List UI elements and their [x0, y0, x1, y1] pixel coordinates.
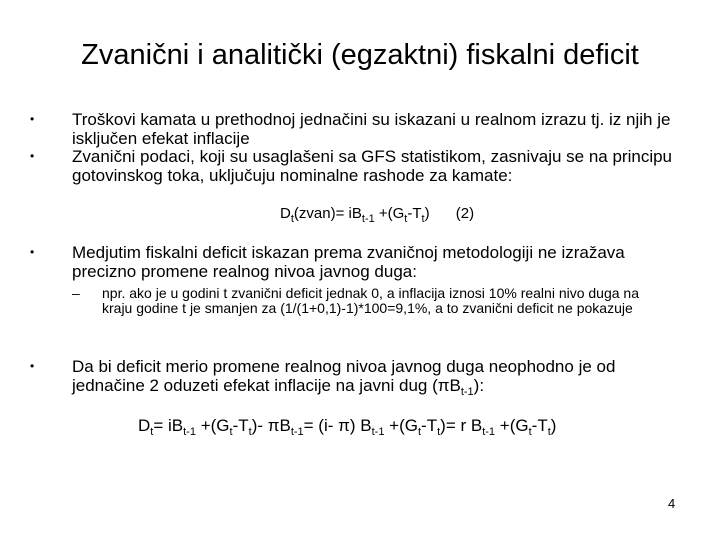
- bullet-mark: •: [30, 245, 35, 259]
- formula-official-deficit: $D_t(zvan)= iB_{t-1} +(G_t-T_t)$ (2): [280, 205, 475, 225]
- slide-title: Zvanični i analitički (egzaktni) fiskalni deficit: [81, 39, 639, 71]
- bullet-mark: •: [30, 149, 35, 163]
- bullet-item: [30, 110, 680, 148]
- bullet-item: [30, 357, 680, 398]
- bullet-text: Zvanični podaci, koji su usaglašeni sa GFS statistikom, zasnivaju se na principu gotovinskog toka, uključuju nominalne rashode za kamate:: [72, 147, 673, 185]
- equation-number: (2): [455, 205, 475, 222]
- sub-bullet-item: [72, 286, 672, 316]
- page-number: 4: [668, 496, 676, 511]
- bullet-mark: •: [30, 359, 35, 373]
- bullet-text: Troškovi kamata u prethodnoj jednačini su iskazani u realnom izrazu tj. iz njih je isključen efekat inflacije: [72, 110, 671, 148]
- bullet-item: [30, 243, 680, 281]
- dash-mark: –: [72, 285, 80, 301]
- bullet-item: [30, 147, 680, 185]
- bullet-mark: •: [30, 112, 35, 126]
- formula-real-deficit: $D_t= iB_{t-1} +(G_t-T_t)-$ $\pi B_{t-1}= (i-$ π) $B_{t-1} +(G_t-T_t)= r$ $B_{t-1} +(G_t-T_t)$: [138, 416, 557, 438]
- bullet-text: Da bi deficit merio promene realnog nivoa javnog duga neophodno je od jednačine 2 oduzeti efekat inflacije na javni dug $(\pi B_{t-1})$:: [72, 357, 616, 398]
- sub-bullet-text: npr. ako je u godini t zvanični deficit jednak 0, a inflacija iznosi 10% realni nivo duga na kraju godine t je smanjen za (1/(1+0,1)-1)*100=9,1%, a to zvanični deficit ne pokazuje: [102, 285, 639, 316]
- bullet-text: Medjutim fiskalni deficit iskazan prema zvaničnoj metodologiji ne izražava precizno promene realnog nivoa javnog duga:: [72, 243, 625, 281]
